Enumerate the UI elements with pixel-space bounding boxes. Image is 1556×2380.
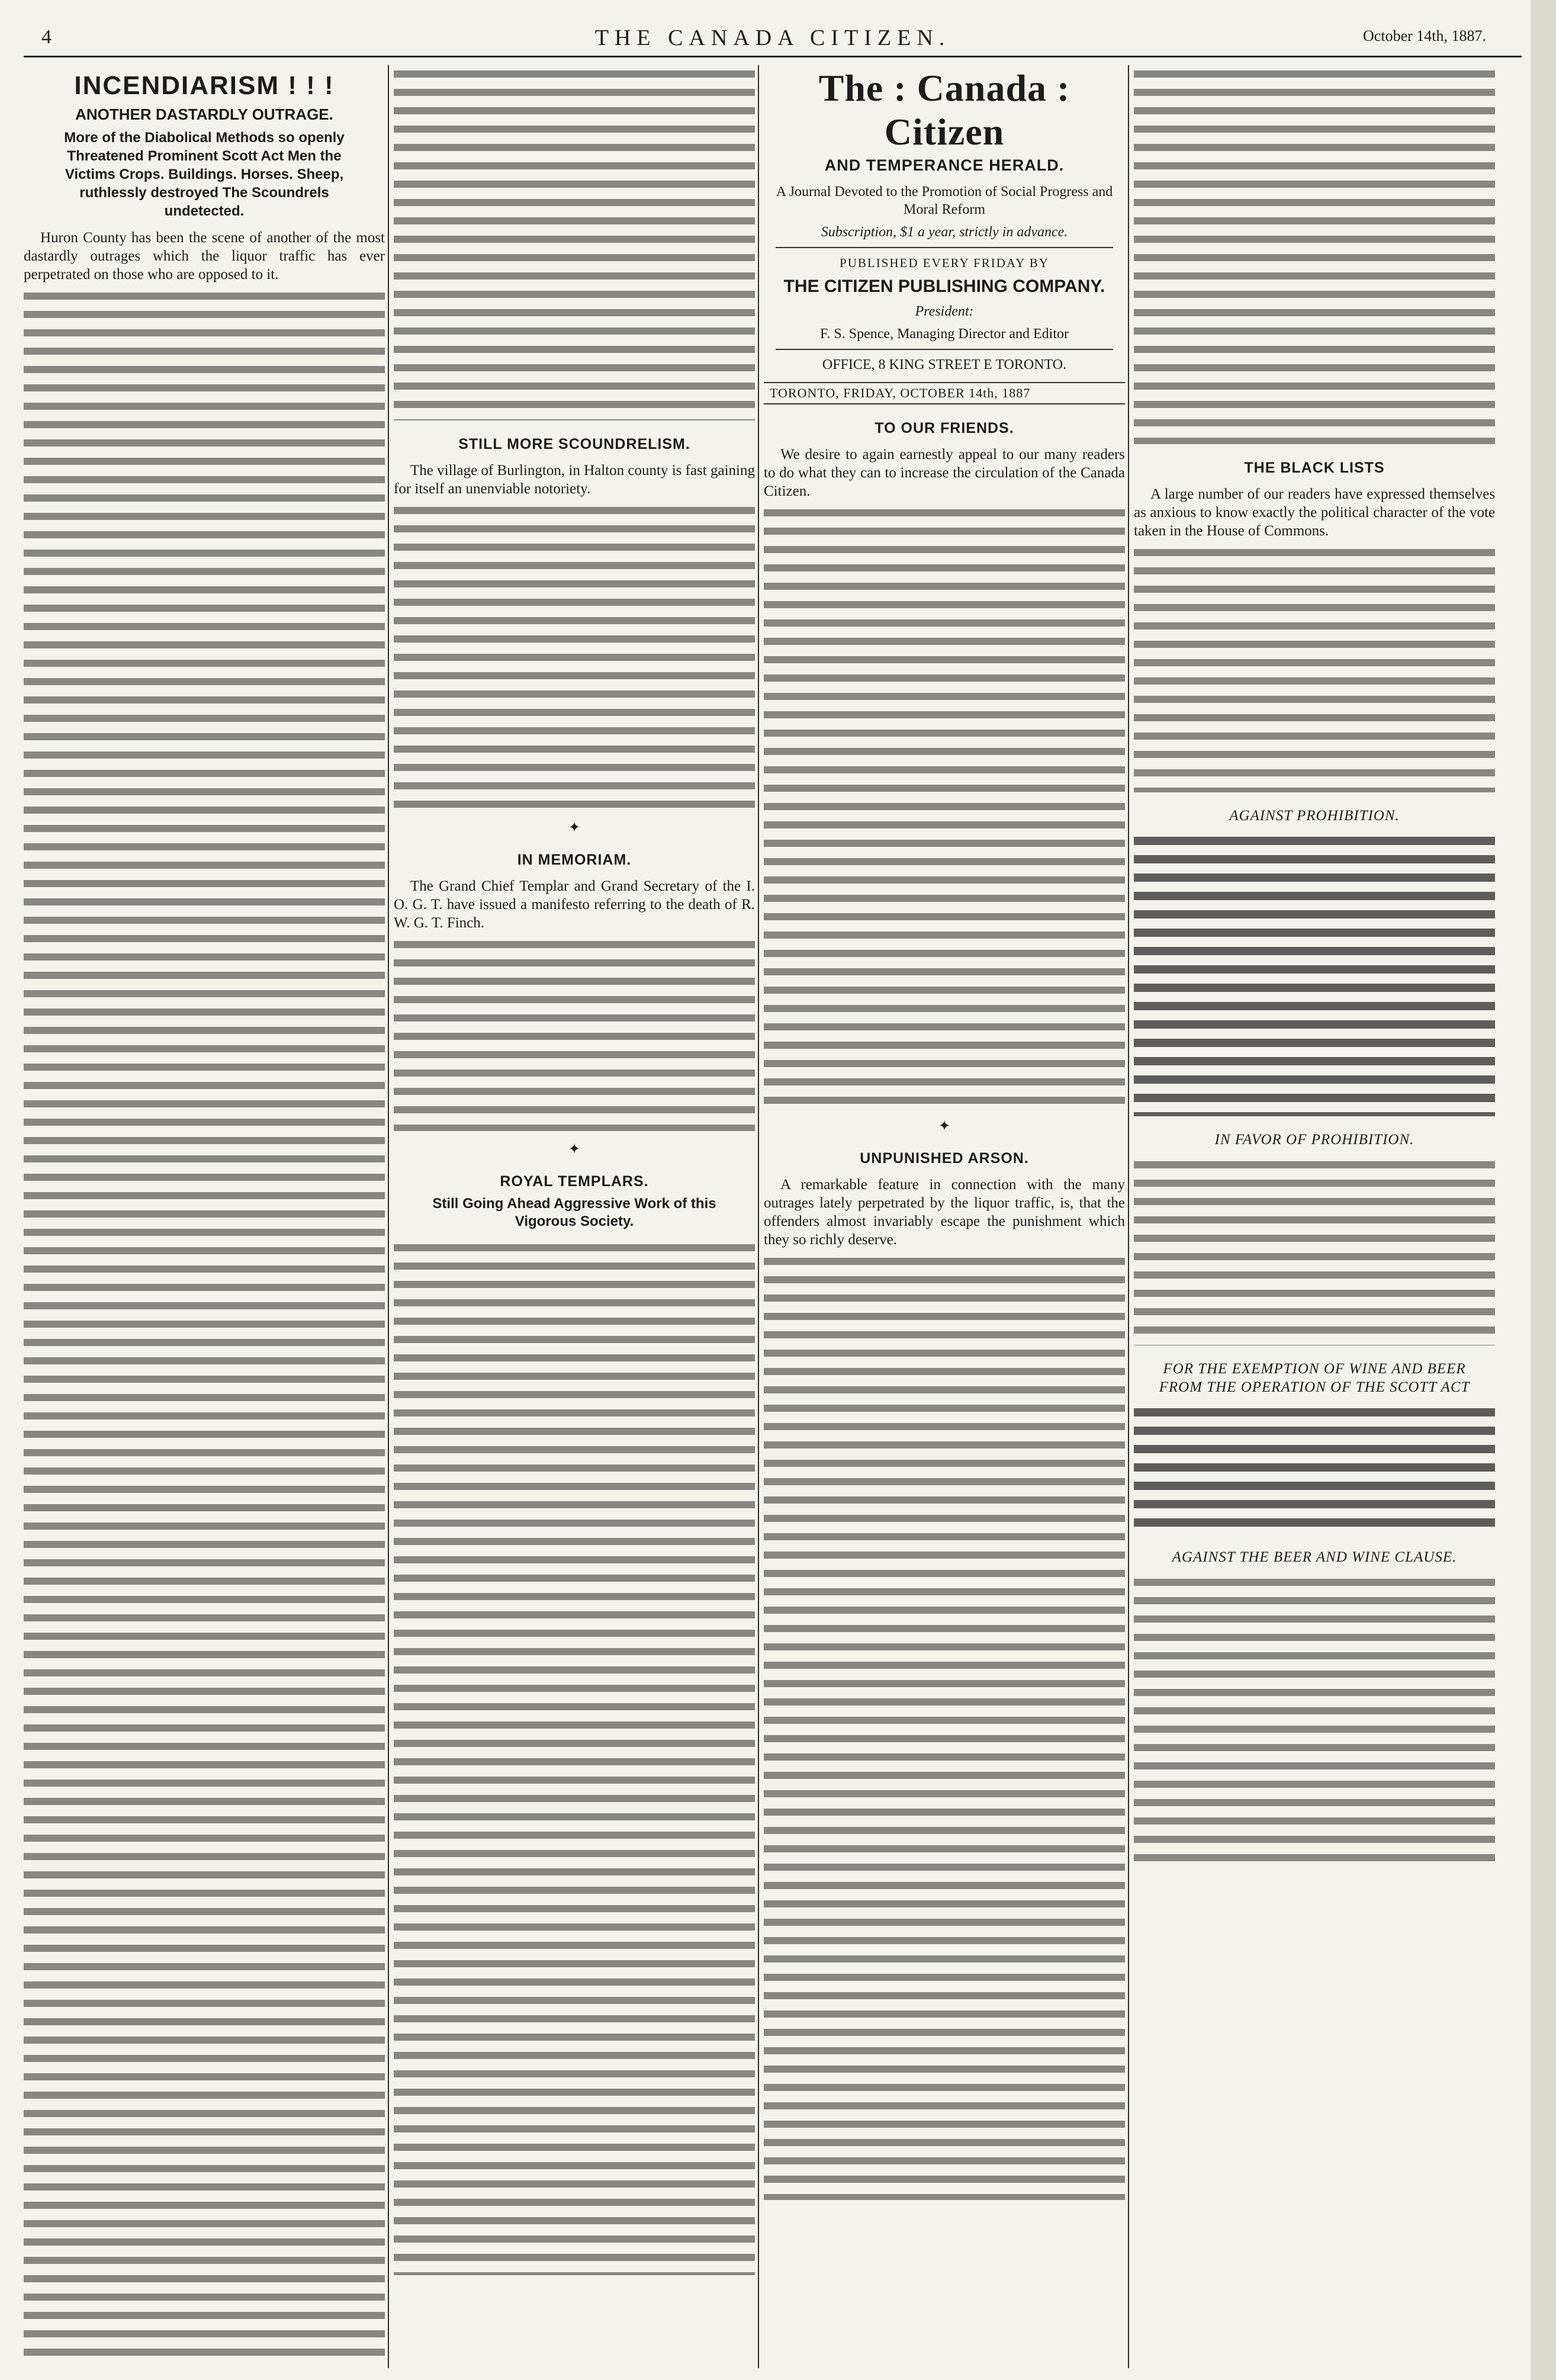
column-1 bbox=[24, 65, 385, 2374]
masthead-office: OFFICE, 8 KING STREET E TORONTO. bbox=[822, 357, 1067, 372]
article-body-text bbox=[764, 504, 1125, 1108]
article-body-text bbox=[394, 1239, 755, 2275]
column-rule bbox=[1128, 65, 1129, 2368]
column-3 bbox=[764, 65, 1125, 2374]
issue-date: October 14th, 1887. bbox=[1363, 27, 1486, 44]
article-body-text bbox=[1134, 544, 1495, 792]
page-header bbox=[24, 20, 1522, 57]
masthead-subscription: Subscription, $1 a year, strictly in advance. bbox=[821, 224, 1068, 240]
section-heading-italic: FOR THE EXEMPTION OF WINE AND BEER FROM THE OPERATION OF THE SCOTT ACT bbox=[1159, 1361, 1470, 1395]
article-body-text bbox=[24, 287, 385, 2360]
article-lead: Huron County has been the scene of another of the most dastardly outrages which the liquor traffic has ever perpetrated on those who are opposed to it. bbox=[24, 230, 385, 282]
vote-list bbox=[1134, 1403, 1495, 1534]
article-subhead: ANOTHER DASTARDLY OUTRAGE. bbox=[75, 105, 333, 123]
vote-list bbox=[1134, 1156, 1495, 1345]
article-lead: We desire to again earnestly appeal to our many readers to do what they can to increase the circulation of the Canada Citizen. bbox=[764, 447, 1125, 499]
masthead-publisher: THE CITIZEN PUBLISHING COMPANY. bbox=[783, 277, 1105, 296]
dateline bbox=[764, 382, 1125, 404]
section-divider: ✦ bbox=[938, 1119, 951, 1134]
newspaper-title: THE CANADA CITIZEN. bbox=[594, 25, 951, 50]
masthead-rule bbox=[776, 247, 1113, 248]
article-lead: A remarkable feature in connection with the many outrages lately perpetrated by the liquor traffic, is, that the offenders almost invariably escape the punishment which they so richly deserve. bbox=[764, 1177, 1125, 1248]
section-heading: ROYAL TEMPLARS. bbox=[500, 1173, 649, 1190]
article-lead: A large number of our readers have expressed themselves as anxious to know exactly the political character of the vote taken in the House of Commons. bbox=[1134, 486, 1495, 539]
masthead-rule bbox=[776, 349, 1113, 350]
section-divider: ✦ bbox=[568, 820, 581, 836]
article-deck: More of the Diabolical Methods so openly Threatened Prominent Scott Act Men the Victims Crops. Buildings. Horses. Sheep, ruthlessly destroyed The Scoundrels undetected. bbox=[64, 130, 345, 219]
section-divider: ✦ bbox=[568, 1142, 581, 1157]
article-body-text bbox=[394, 502, 755, 810]
page-number: 4 bbox=[41, 26, 52, 48]
masthead-published-by: PUBLISHED EVERY FRIDAY BY bbox=[840, 256, 1049, 270]
section-heading: IN MEMORIAM. bbox=[517, 852, 632, 868]
section-heading: THE BLACK LISTS bbox=[1244, 460, 1385, 476]
vote-list bbox=[1134, 1573, 1495, 1870]
column-rule bbox=[388, 65, 389, 2368]
section-heading: TO OUR FRIENDS. bbox=[875, 420, 1014, 436]
column-rule bbox=[758, 65, 759, 2368]
masthead-president-label: President: bbox=[915, 304, 974, 319]
article-lead: The Grand Chief Templar and Grand Secretary of the I. O. G. T. have issued a manifesto referring to the death of R. W. G. T. Finch. bbox=[394, 878, 755, 931]
vote-list bbox=[1134, 832, 1495, 1116]
section-heading-italic: IN FAVOR OF PROHIBITION. bbox=[1214, 1132, 1414, 1148]
column-2 bbox=[394, 65, 755, 2374]
spacer bbox=[1134, 592, 1495, 593]
masthead-subtitle: AND TEMPERANCE HERALD. bbox=[824, 156, 1065, 174]
section-subheading: Still Going Ahead Aggressive Work of this Vigorous Society. bbox=[432, 1196, 716, 1229]
column-4 bbox=[1134, 65, 1495, 2374]
article-body-text bbox=[764, 1252, 1125, 2200]
article-headline: INCENDIARISM ! ! ! bbox=[74, 71, 335, 100]
section-heading: STILL MORE SCOUNDRELISM. bbox=[458, 436, 690, 452]
dateline-text: TORONTO, FRIDAY, OCTOBER 14th, 1887 bbox=[770, 386, 1031, 400]
masthead-editor: F. S. Spence, Managing Director and Editor bbox=[820, 326, 1069, 342]
section-heading: UNPUNISHED ARSON. bbox=[860, 1150, 1029, 1167]
masthead-title: The : Canada : Citizen bbox=[818, 67, 1070, 153]
article-continuation-text bbox=[394, 65, 755, 420]
masthead-tagline: A Journal Devoted to the Promotion of Social Progress and Moral Reform bbox=[776, 184, 1113, 217]
article-lead: The village of Burlington, in Halton county is fast gaining for itself an unenviable notoriety. bbox=[394, 462, 755, 497]
page-edge bbox=[1531, 0, 1556, 2380]
article-continuation-text bbox=[1134, 65, 1495, 444]
section-heading-italic: AGAINST PROHIBITION. bbox=[1229, 808, 1400, 824]
section-heading-italic: AGAINST THE BEER AND WINE CLAUSE. bbox=[1172, 1549, 1457, 1565]
article-body-text bbox=[394, 936, 755, 1131]
